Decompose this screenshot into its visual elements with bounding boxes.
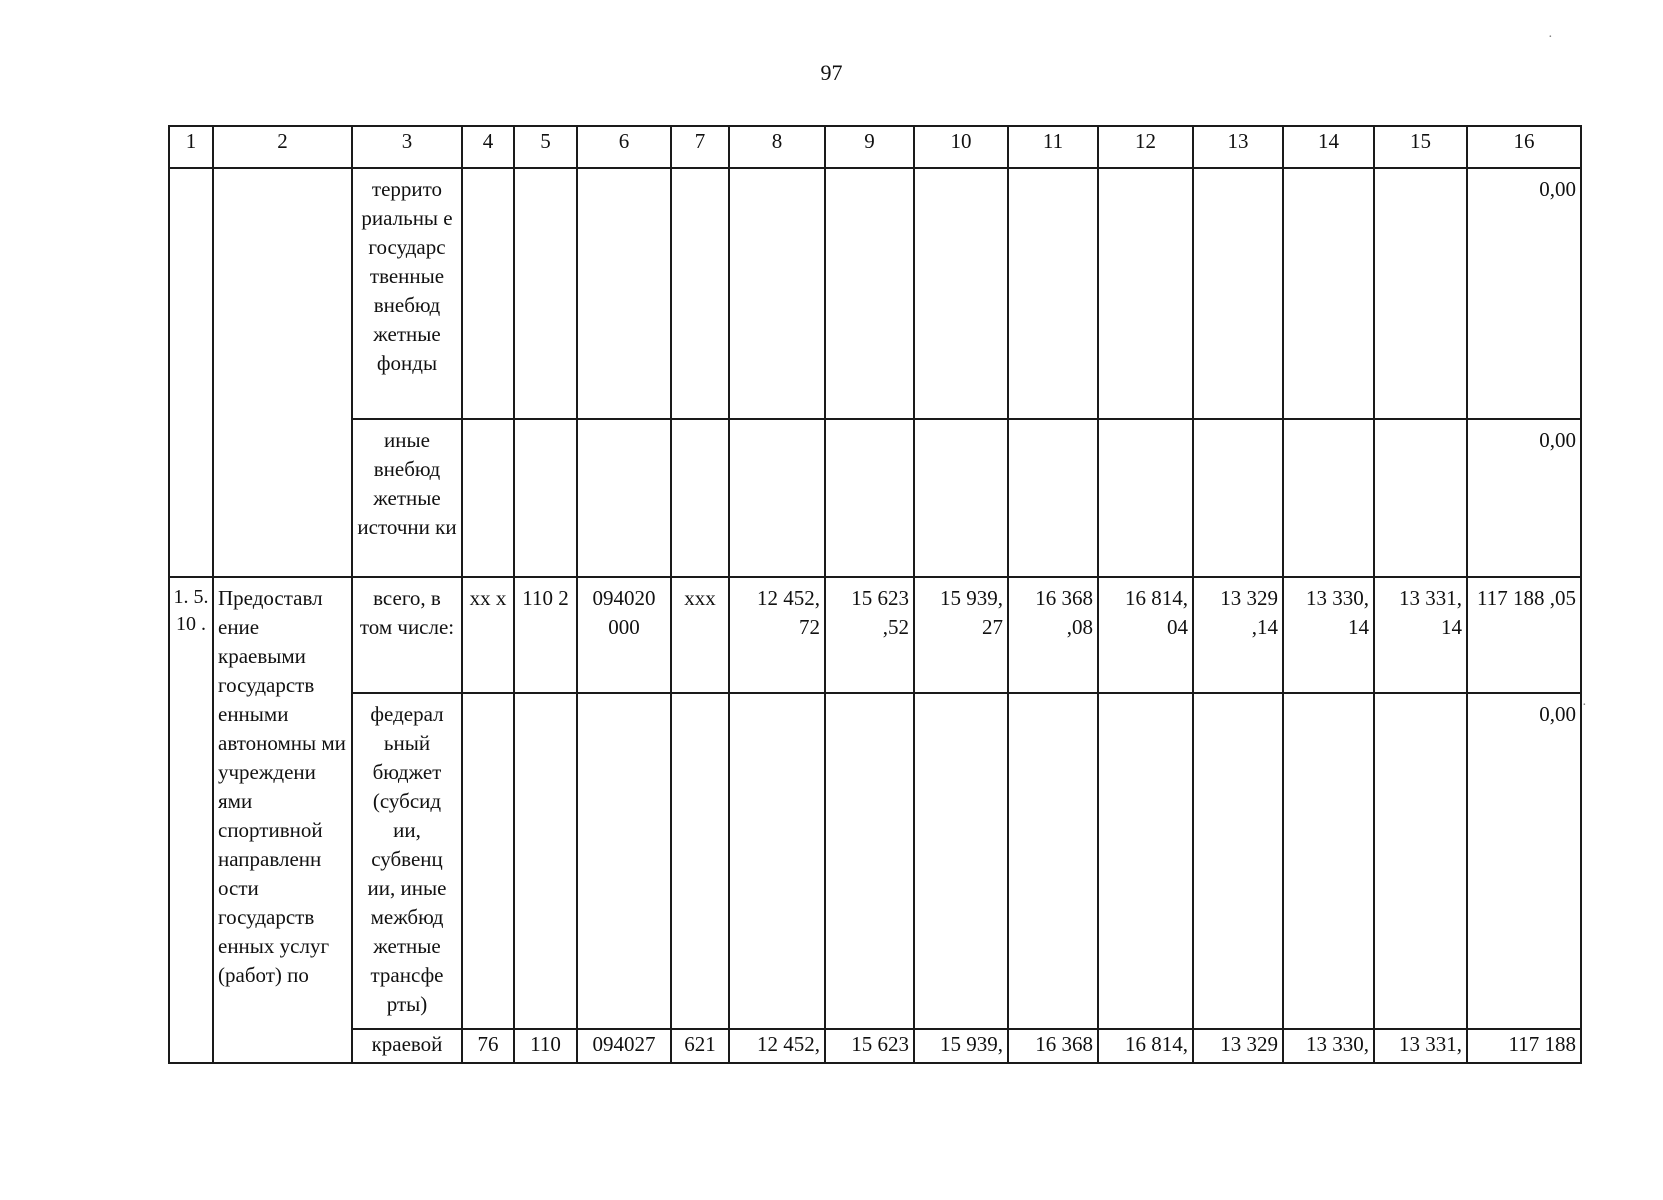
table-cell: 16 368 xyxy=(1008,1029,1098,1063)
table-cell xyxy=(1283,419,1374,577)
table-cell: 094027 xyxy=(577,1029,671,1063)
table-cell xyxy=(1008,693,1098,1029)
table-cell: 13 330, xyxy=(1283,1029,1374,1063)
column-number-row xyxy=(169,126,1581,168)
row-number-cell xyxy=(169,168,213,577)
table-cell: 621 xyxy=(671,1029,729,1063)
column-header: 2 xyxy=(213,126,352,168)
table-cell: 15 623 xyxy=(825,1029,914,1063)
table-cell xyxy=(914,693,1008,1029)
table-cell xyxy=(825,693,914,1029)
column-header: 11 xyxy=(1008,126,1098,168)
scan-speck: · xyxy=(1548,30,1553,45)
source-cell: иные внебюд жетные источни ки xyxy=(352,419,462,577)
column-header: 7 xyxy=(671,126,729,168)
table-cell: 12 452, xyxy=(729,1029,825,1063)
column-header: 16 xyxy=(1467,126,1581,168)
budget-table xyxy=(168,125,1582,1064)
table-cell xyxy=(914,168,1008,419)
table-cell: 15 623 ,52 xyxy=(825,577,914,693)
table-cell xyxy=(1098,693,1193,1029)
table-row xyxy=(169,693,1581,1029)
description-cell xyxy=(213,168,352,577)
table-cell: 110 xyxy=(514,1029,577,1063)
table-cell: 15 939, xyxy=(914,1029,1008,1063)
column-header: 4 xyxy=(462,126,514,168)
table-row xyxy=(169,168,1581,419)
table-cell: 16 368 ,08 xyxy=(1008,577,1098,693)
table-cell xyxy=(729,419,825,577)
table-cell: 12 452, 72 xyxy=(729,577,825,693)
column-header: 5 xyxy=(514,126,577,168)
table-cell: 13 329 xyxy=(1193,1029,1283,1063)
table-cell xyxy=(1374,419,1467,577)
total-cell: 117 188 xyxy=(1467,1029,1581,1063)
column-header: 8 xyxy=(729,126,825,168)
table-cell: 76 xyxy=(462,1029,514,1063)
table-cell xyxy=(1098,168,1193,419)
table-cell: 094020 000 xyxy=(577,577,671,693)
table-cell xyxy=(577,168,671,419)
column-header: 12 xyxy=(1098,126,1193,168)
table-cell xyxy=(729,693,825,1029)
table-cell: 15 939, 27 xyxy=(914,577,1008,693)
table-cell xyxy=(1193,168,1283,419)
source-cell: краевой xyxy=(352,1029,462,1063)
table-cell xyxy=(671,693,729,1029)
table-cell xyxy=(577,419,671,577)
table-cell xyxy=(462,693,514,1029)
table-cell: 13 331, 14 xyxy=(1374,577,1467,693)
table-cell: 13 330, 14 xyxy=(1283,577,1374,693)
table-cell xyxy=(825,419,914,577)
total-cell: 0,00 xyxy=(1467,693,1581,1029)
table-cell xyxy=(462,419,514,577)
table-cell xyxy=(514,419,577,577)
table-cell xyxy=(671,168,729,419)
table-cell: xxx xyxy=(671,577,729,693)
description-cell: Предоставл ение краевыми государств енными автономны ми учреждени ями спортивной направленн ости государств енных услуг (работ) по xyxy=(213,577,352,1063)
table-cell xyxy=(729,168,825,419)
table-cell: 110 2 xyxy=(514,577,577,693)
total-cell: 0,00 xyxy=(1467,419,1581,577)
column-header: 14 xyxy=(1283,126,1374,168)
table-cell xyxy=(671,419,729,577)
table-row xyxy=(169,419,1581,577)
table-cell xyxy=(1098,419,1193,577)
column-header: 6 xyxy=(577,126,671,168)
column-header: 9 xyxy=(825,126,914,168)
table-cell xyxy=(577,693,671,1029)
table-cell xyxy=(1008,168,1098,419)
table-row xyxy=(169,577,1581,693)
row-number-cell: 1. 5. 10 . xyxy=(169,577,213,1063)
table-cell xyxy=(462,168,514,419)
source-cell: всего, в том числе: xyxy=(352,577,462,693)
table-cell xyxy=(1283,168,1374,419)
table-cell: 13 331, xyxy=(1374,1029,1467,1063)
column-header: 10 xyxy=(914,126,1008,168)
table-cell xyxy=(1283,693,1374,1029)
table-cell: 16 814, xyxy=(1098,1029,1193,1063)
table-cell xyxy=(1193,693,1283,1029)
table-cell: 16 814, 04 xyxy=(1098,577,1193,693)
table-cell xyxy=(1374,168,1467,419)
table-cell: xx x xyxy=(462,577,514,693)
page-number: 97 xyxy=(820,60,843,85)
source-cell: федерал ьный бюджет (субсид ии, субвенц ии, иные межбюд жетные трансфе рты) xyxy=(352,693,462,1029)
table-cell: 13 329 ,14 xyxy=(1193,577,1283,693)
scan-speck: · xyxy=(1582,698,1587,713)
table-cell xyxy=(1193,419,1283,577)
table-cell xyxy=(514,168,577,419)
column-header: 3 xyxy=(352,126,462,168)
table-cell xyxy=(825,168,914,419)
table-row xyxy=(169,1029,1581,1063)
table-cell xyxy=(914,419,1008,577)
table-cell xyxy=(514,693,577,1029)
column-header: 15 xyxy=(1374,126,1467,168)
total-cell: 0,00 xyxy=(1467,168,1581,419)
column-header: 13 xyxy=(1193,126,1283,168)
table-cell xyxy=(1008,419,1098,577)
column-header: 1 xyxy=(169,126,213,168)
table-cell xyxy=(1374,693,1467,1029)
source-cell: террито риальны е государс твенные внебюд жетные фонды xyxy=(352,168,462,419)
total-cell: 117 188 ,05 xyxy=(1467,577,1581,693)
